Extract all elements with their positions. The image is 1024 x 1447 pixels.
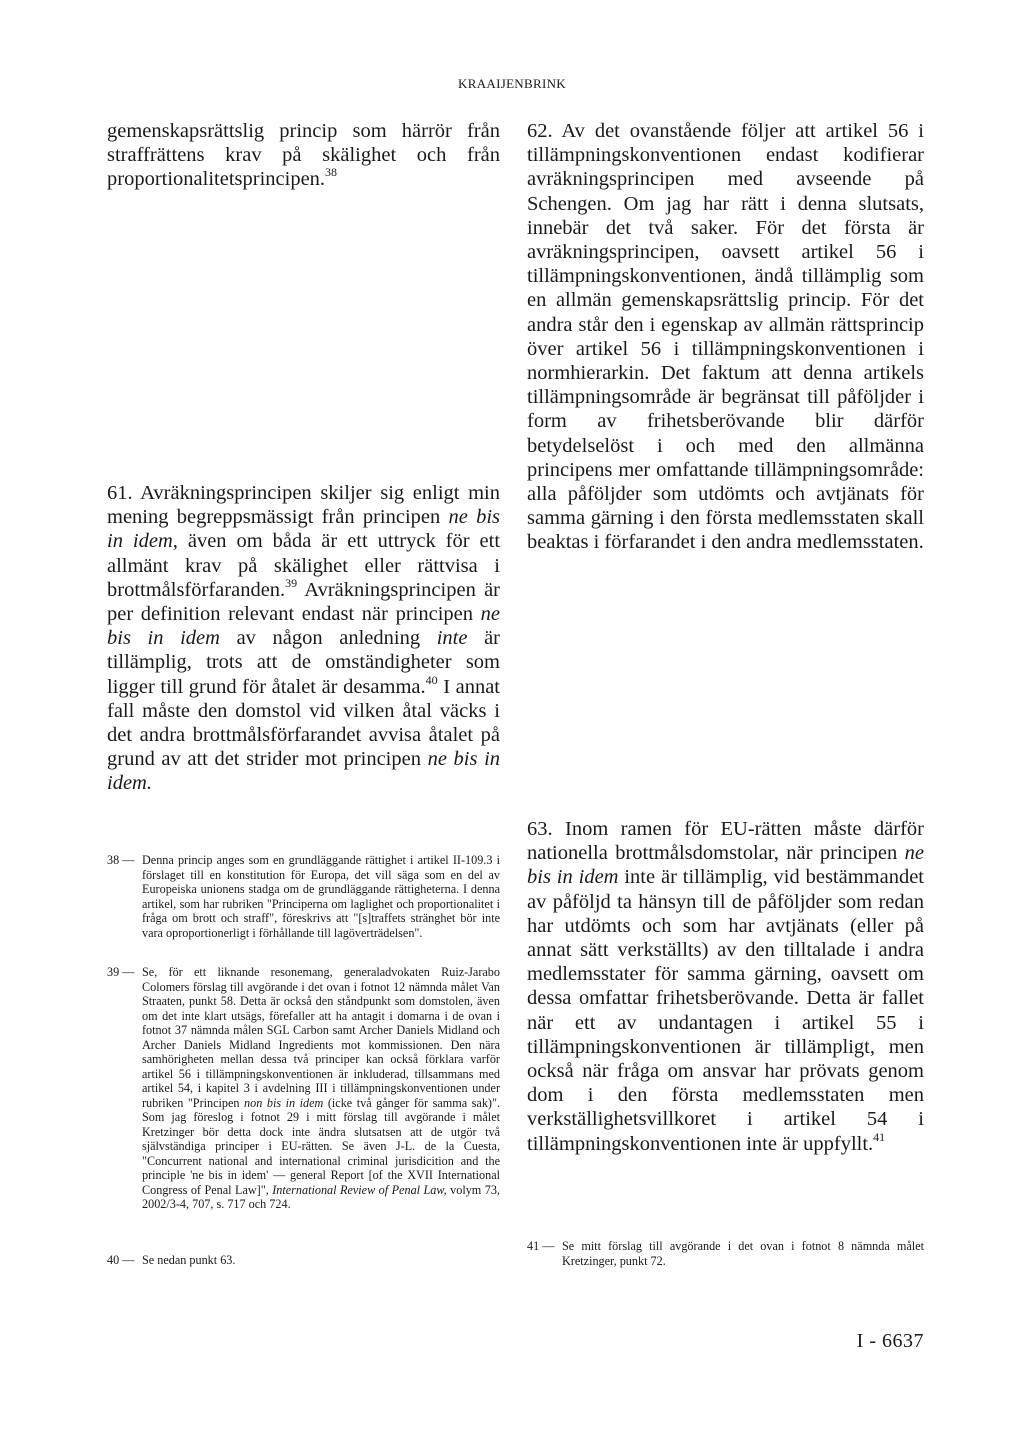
italic-term: ne bis in idem xyxy=(527,842,924,889)
footnote-ref-40[interactable]: 40 xyxy=(425,672,438,687)
text-segment: 61. Avräkningsprincipen skiljer sig enligt min mening begreppsmässigt från principen xyxy=(107,482,500,529)
italic-term: ne bis in idem, xyxy=(107,506,500,553)
footnote-38 xyxy=(107,853,500,940)
text-segment: även om båda är ett uttryck för ett allmänt krav på skälighet eller rättvisa i brottmålsförfaranden. xyxy=(107,530,501,601)
footnote-number: 41 — xyxy=(527,1239,555,1253)
text-segment: I annat fall måste den domstol vid vilken åtal väcks i det andra brottmålsförfarandet avvisa åtalet på grund av att det strider mot principen xyxy=(107,675,500,771)
text-segment: är tillämplig, trots att de omständigheter som ligger till grund för åtalet är desamma. xyxy=(107,627,500,698)
italic-term: ne bis in idem. xyxy=(107,748,501,795)
paragraph-60-end xyxy=(107,119,500,192)
text-segment: av någon anledning xyxy=(219,627,437,650)
paragraph-62 xyxy=(527,119,924,555)
footnote-41 xyxy=(527,1239,924,1268)
italic-term: inte xyxy=(436,627,468,650)
footnote-number: 39 — xyxy=(107,965,135,979)
text-segment: volym 73, 2002/3-4, 707, s. 717 och 724. xyxy=(142,1182,500,1211)
italic-citation: International Review of Penal Law, xyxy=(272,1182,447,1197)
text-segment: inte är tillämplig, vid bestämmandet av påföljd ta hänsyn till de påföljder som redan har utdömts och som har avtjänats (eller på annat sätt verkställts) av den tilltalade i andra medlemsstater för samma gärning, oavsett om dessa omfattar frihetsberövande. Detta är fallet när ett av undantagen i artikel 55 i tillämpningskonventionen är tillämpligt, men också när fråga om ansvar har prövats genom dom i den första medlemsstaten men verkställighetsvillkoret i artikel 54 i tillämpningskonventionen inte är uppfyllt. xyxy=(527,866,925,1155)
paragraph-61 xyxy=(107,481,500,796)
page-number: I - 6637 xyxy=(856,1330,924,1352)
footnote-ref-39[interactable]: 39 xyxy=(285,575,298,590)
footnote-39 xyxy=(107,965,500,1212)
italic-term: non bis in idem xyxy=(244,1095,324,1110)
text-segment: Se, för ett liknande resonemang, generaladvokaten Ruiz-Jarabo Colomers förslag till avgörande i det ovan i fotnot 12 nämnda målet Van Straaten, punkt 58. Detta är också den ståndpunkt som domstolen, även om det inte klart utsägs, förefaller att ha antagit i domarna i de ovan i fotnot 37 nämnda målen SGL Carbon samt Archer Daniels Midland och Archer Daniels Midland Ingredients mot kommissionen. Den nära samhörigheten mellan dessa två principer kan också förklara varför artikel 56 i tillämpningskonventionen är inkluderad, tillsammans med artikel 54, i kapitel 3 i avdelning III i tillämpningskonventionen under rubriken "Principen xyxy=(142,965,500,1110)
footnote-ref-41[interactable]: 41 xyxy=(873,1129,886,1144)
footnote-text: Se mitt förslag till avgörande i det ovan i fotnot 8 nämnda målet Kretzinger, punkt 72. xyxy=(562,1239,924,1268)
footnote-text: Denna princip anges som en grundläggande rättighet i artikel II-109.3 i förslaget till en konstitution för Europa, det vill säga som en del av Europeiska unionens stadga om de grundläggande rättigheterna. I denna artikel, som har rubriken "Principerna om laglighet och proportionalitet i fråga om brott och straff", föreskrivs att "[s]traffets stränghet bör inte vara oproportionerligt i förhållande till lagöverträdelsen". xyxy=(142,853,500,940)
text-segment: Avräkningsprincipen är per definition relevant endast när principen xyxy=(107,578,500,626)
paragraph-text: 62. Av det ovanstående följer att artikel 56 i tillämpningskonventionen endast kodifierar avräkningsprincipen med avseende på Schengen. Om jag har rätt i denna slutsats, innebär det två saker. För det första är avräkningsprincipen, oavsett artikel 56 i tillämpningskonventionen, ändå tillämplig som en allmän gemenskapsrättslig princip. För det andra står den i egenskap av allmän rättsprincip över artikel 56 i tillämpningskonventionen i normhierarkin. Det faktum att denna artikels tillämpningsområde är begränsat till påföljder i form av frihetsberövande blir därför betydelselöst i och med den allmänna principens mer omfattande tillämpningsområde: alla påföljder som utdömts och avtjänats för samma gärning i den första medlemsstaten skall beaktas i förfarandet i den andra medlemsstaten. xyxy=(527,120,924,554)
text-segment: 63. Inom ramen för EU-rätten måste därför nationella brottmålsdomstolar, när principen xyxy=(527,818,924,865)
running-header: KRAAIJENBRINK xyxy=(458,76,566,91)
footnote-ref-38[interactable]: 38 xyxy=(325,165,338,180)
footnote-text: Se nedan punkt 63. xyxy=(142,1253,236,1267)
paragraph-63 xyxy=(527,817,924,1156)
text-segment: (icke två gånger för samma sak)". Som jag föreslog i fotnot 29 i mitt förslag till avgörande i målet Kretzinger bör detta dock inte ändra slutsatsen att de utgör två självständiga principer i EU-rätten. Se även J-L. de la Cuesta, "Concurrent national and international criminal jurisdicition and the principle 'ne bis in idem' — general Report [of the XVII International Congress of Penal Law]", xyxy=(142,1095,500,1197)
footnote-number: 40 — xyxy=(107,1253,135,1267)
footnote-number: 38 — xyxy=(107,853,135,867)
paragraph-text: gemenskapsrättslig princip som härrör från straffrättens krav på skälighet och från proportionalitetsprincipen. xyxy=(107,120,500,191)
italic-term: ne bis in idem xyxy=(107,603,500,650)
footnote-text xyxy=(142,965,500,1212)
footnote-40 xyxy=(107,1253,500,1268)
